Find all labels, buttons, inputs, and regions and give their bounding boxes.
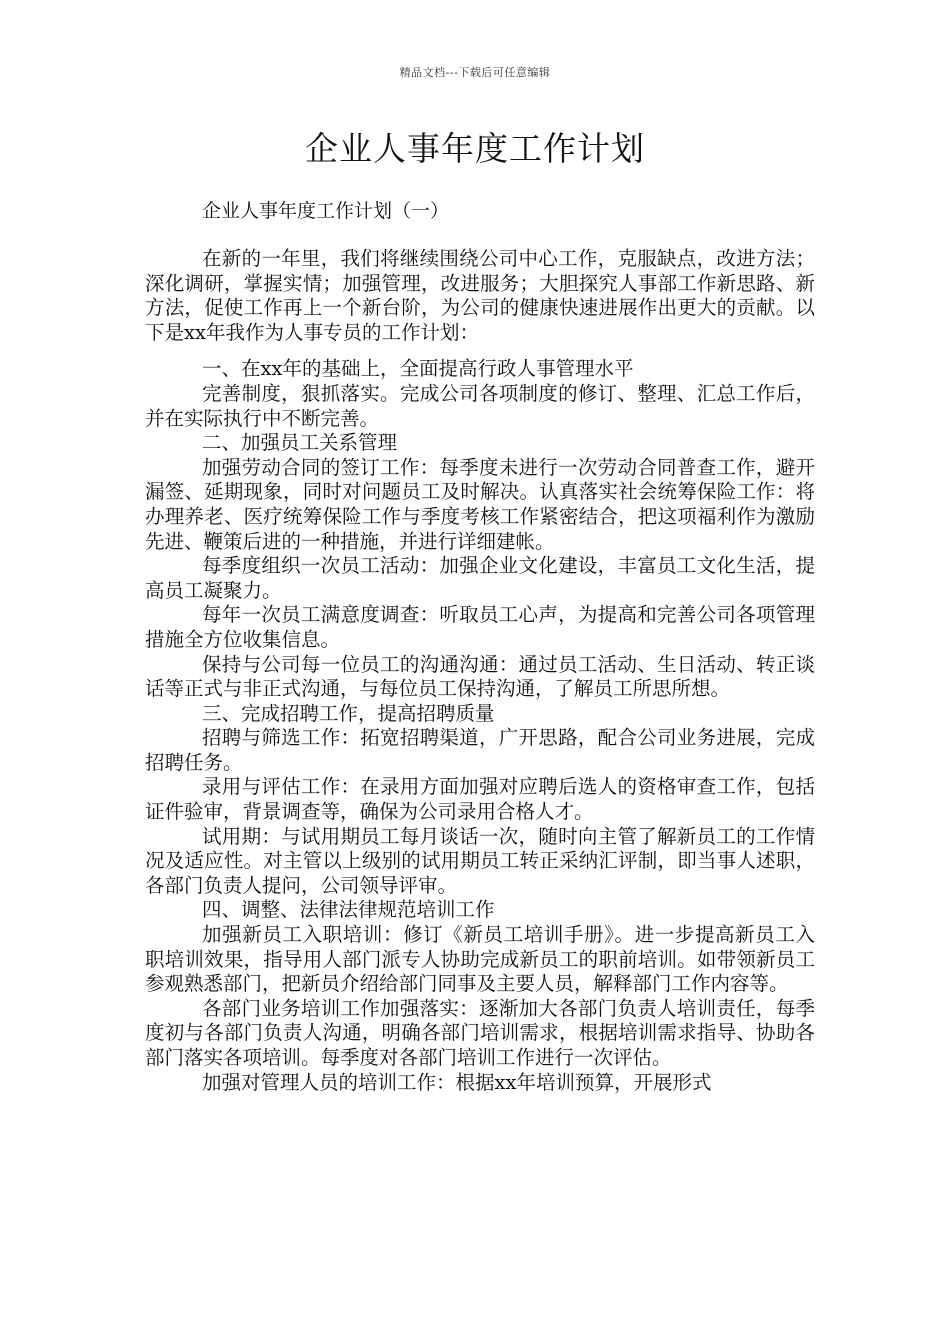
body-paragraph: 各部门业务培训工作加强落实：逐渐加大各部门负责人培训责任，每季度初与各部门负责人沟通，明确各部门培训需求，根据培训需求指导、协助各部门落实各项培训。每季度对各部门培训工作进行一次评估。 bbox=[145, 996, 815, 1069]
document-title: 企业人事年度工作计划 bbox=[305, 129, 645, 168]
body-paragraph: 完善制度，狠抓落实。完成公司各项制度的修订、整理、汇总工作后，并在实际执行中不断完善。 bbox=[145, 381, 815, 430]
intro-paragraph: 在新的一年里，我们将继续围绕公司中心工作，克服缺点，改进方法；深化调研，掌握实情；加强管理，改进服务；大胆探究人事部工作新思路、新方法，促使工作再上一个新台阶，为公司的健康快速进展作出更大的贡献。以下是xx年我作为人事专员的工作计划： bbox=[145, 247, 815, 344]
body-paragraph: 录用与评估工作：在录用方面加强对应聘后选人的资格审查工作，包括证件验审，背景调查等，确保为公司录用合格人才。 bbox=[145, 775, 815, 824]
header-note: 精品文档---下载后可任意编辑 bbox=[399, 66, 551, 79]
body-paragraph: 保持与公司每一位员工的沟通沟通：通过员工活动、生日活动、转正谈话等正式与非正式沟通，与每位员工保持沟通，了解员工所思所想。 bbox=[145, 652, 815, 701]
body-paragraph: 每年一次员工满意度调查：听取员工心声，为提高和完善公司各项管理措施全方位收集信息。 bbox=[145, 603, 815, 651]
body-paragraph: 招聘与筛选工作：拓宽招聘渠道，广开思路，配合公司业务进展，完成招聘任务。 bbox=[145, 726, 815, 774]
section-heading-4: 四、调整、法律法律规范培训工作 bbox=[202, 898, 495, 922]
body-paragraph: 加强新员工入职培训：修订《新员工培训手册》。进一步提高新员工入职培训效果，指导用人部门派专人协助完成新员工的职前培训。如带领新员工参观熟悉部门，把新员介绍给部门同事及主要人员，解释部门工作内容等。 bbox=[145, 923, 815, 996]
body-paragraph: 试用期：与试用期员工每月谈话一次，随时向主管了解新员工的工作情况及适应性。对主管以上级别的试用期员工转正采纳汇评制，即当事人述职，各部门负责人提问，公司领导评审。 bbox=[145, 824, 815, 897]
body-paragraph: 每季度组织一次员工活动：加强企业文化建设，丰富员工文化生活，提高员工凝聚力。 bbox=[145, 554, 815, 602]
section-heading-2: 二、加强员工关系管理 bbox=[202, 431, 398, 455]
document-subtitle: 企业人事年度工作计划（一） bbox=[202, 200, 450, 222]
body-paragraph: 加强劳动合同的签订工作：每季度未进行一次劳动合同普查工作，避开漏签、延期现象，同时对问题员工及时解决。认真落实社会统筹保险工作：将办理养老、医疗统筹保险工作与季度考核工作紧密结合，把这项福利作为激励先进、鞭策后进的一种措施，并进行详细建帐。 bbox=[145, 455, 815, 553]
body-paragraph: 加强对管理人员的培训工作：根据xx年培训预算，开展形式 bbox=[202, 1070, 712, 1094]
section-heading-3: 三、完成招聘工作，提高招聘质量 bbox=[202, 701, 495, 725]
section-heading-1: 一、在xx年的基础上，全面提高行政人事管理水平 bbox=[202, 357, 634, 381]
document-body bbox=[145, 247, 815, 1095]
